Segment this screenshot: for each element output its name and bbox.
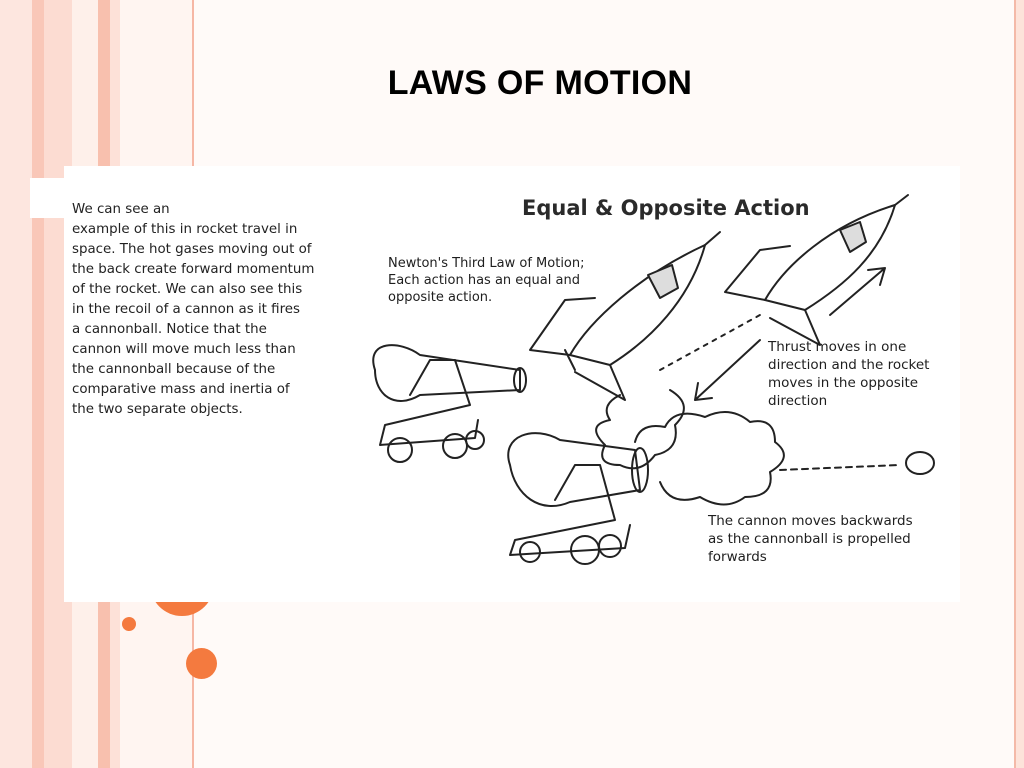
decor-dot-medium (186, 648, 217, 679)
decor-stripe (32, 0, 44, 768)
slide-title: LAWS OF MOTION (387, 64, 693, 102)
cannonball-icon (906, 452, 934, 474)
decor-dot-small (122, 617, 136, 631)
cannon-icon (373, 345, 526, 462)
arrow-down-left-icon (695, 340, 760, 400)
smoke-cloud (635, 412, 784, 504)
cannon-caption: The cannon moves backwards as the cannonball is propelled forwards (708, 513, 913, 565)
decor-stripe (0, 0, 32, 768)
exhaust-cloud (596, 390, 684, 468)
illustration-heading: Equal & Opposite Action (522, 196, 810, 220)
thrust-caption: Thrust moves in one direction and the rocket moves in the opposite direction (768, 339, 930, 409)
cannon-icon (508, 433, 648, 564)
right-border (1016, 0, 1024, 768)
arrow-up-right-icon (830, 268, 885, 315)
body-text: We can see an example of this in rocket travel in space. The hot gases moving out of the back create forward momentum of the rocket. We can also see this in the recoil of a cannon as it fires a cannonball. Notice that the cannon will move much less than the cannonball because of the comparative mass and inertia of the two separate objects. (72, 202, 315, 417)
law-caption: Newton's Third Law of Motion; Each action has an equal and opposite action. (388, 256, 585, 305)
